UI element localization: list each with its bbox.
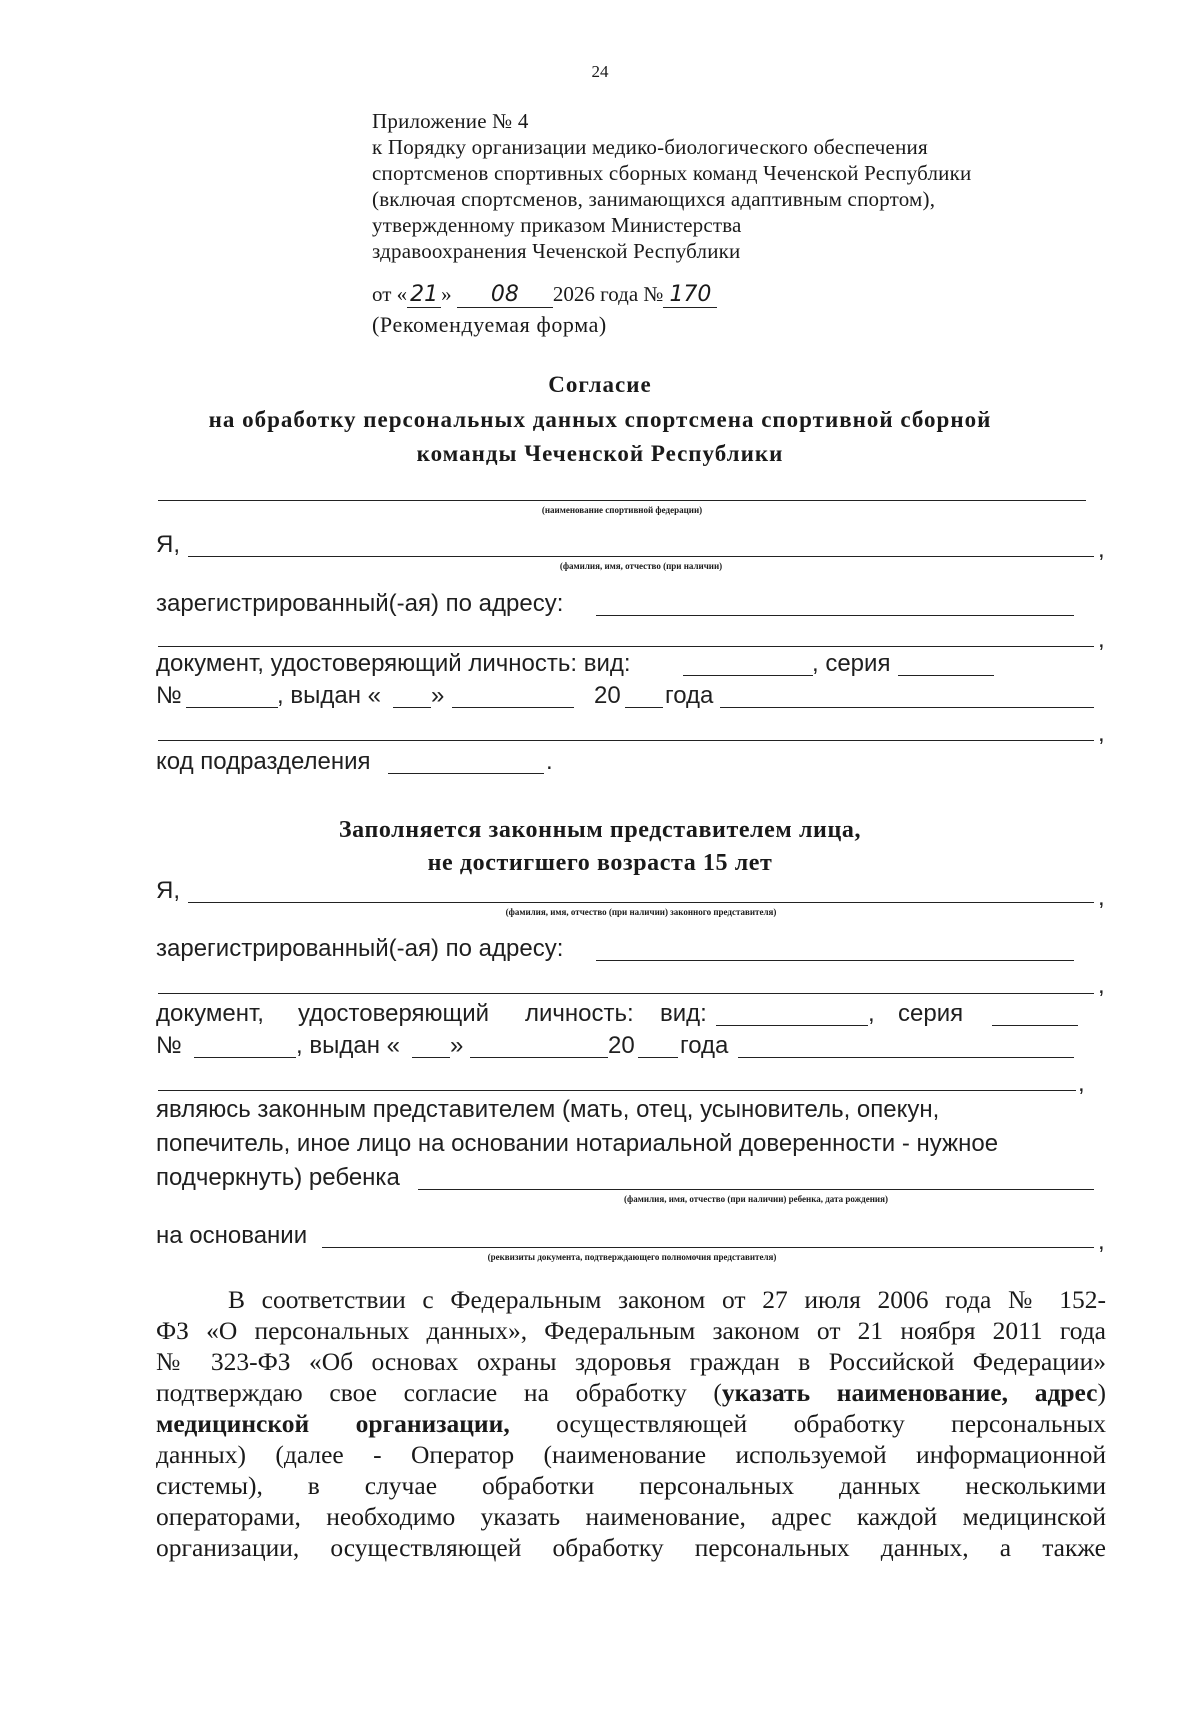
issued-close: »: [450, 1032, 464, 1059]
basis-label: на основании: [156, 1222, 308, 1249]
comma: ,: [1098, 1228, 1105, 1255]
year-word: года: [680, 1032, 729, 1059]
paragraph-bold-text: медицинской организации,: [156, 1409, 510, 1438]
paragraph-line: организации, осуществляющей обработку персональных данных, а также: [156, 1533, 1106, 1562]
rep-fio-caption: (фамилия, имя, отчество (при наличии) законного представителя): [505, 907, 777, 917]
basis-field[interactable]: [322, 1247, 1094, 1248]
year-prefix: 20: [594, 682, 621, 709]
federation-caption: (наименование спортивной федерации): [541, 505, 703, 515]
comma: ,: [1098, 972, 1105, 999]
handwritten-order-number: 170: [663, 282, 717, 308]
document-title-line2: на обработку персональных данных спортсмена спортивной сборной: [208, 407, 992, 432]
issued-label: , выдан «: [277, 682, 381, 709]
rep-issued-by-field[interactable]: [738, 1057, 1074, 1058]
issued-month-field[interactable]: [452, 707, 574, 708]
date-prefix: от «: [372, 282, 408, 306]
issued-year-field[interactable]: [625, 707, 663, 708]
paragraph-line: В соответствии с Федеральным законом от 27 июля 2006 года № 152-: [228, 1285, 1106, 1314]
address-field-continued[interactable]: [158, 646, 1094, 647]
rep-status-line: попечитель, иное лицо на основании нотариальной доверенности - нужное: [156, 1130, 999, 1157]
comma: ,: [1098, 536, 1105, 563]
handwritten-day: 21: [407, 282, 441, 308]
rep-doc-word: личность:: [525, 1000, 634, 1027]
paragraph-line: системы), в случае обработки персональных данных несколькими: [156, 1471, 1106, 1500]
issued-by-field[interactable]: [720, 707, 1094, 708]
date-year: 2026 года №: [552, 282, 664, 306]
rep-issued-year-field[interactable]: [638, 1057, 678, 1058]
series-field[interactable]: [898, 675, 994, 676]
paragraph-line: данных) (далее - Оператор (наименование используемой информационной: [156, 1440, 1106, 1469]
rep-doc-word: документ,: [156, 1000, 264, 1027]
registered-label: зарегистрированный(-ая) по адресу:: [156, 590, 564, 617]
fio-caption: (фамилия, имя, отчество (при наличии): [559, 561, 723, 571]
issued-day-field[interactable]: [393, 707, 431, 708]
issued-by-field-continued[interactable]: [158, 740, 1094, 741]
rep-issued-day-field[interactable]: [412, 1057, 450, 1058]
paragraph-text: осуществляющей обработку персональных: [509, 1409, 1107, 1438]
ya-label: Я,: [156, 877, 180, 904]
child-fio-caption: (фамилия, имя, отчество (при наличии) ребенка, дата рождения): [624, 1194, 888, 1204]
basis-caption: (реквизиты документа, подтверждающего полномочия представителя): [487, 1252, 777, 1262]
year-prefix: 20: [608, 1032, 635, 1059]
appendix-line: к Порядку организации медико-биологического обеспечения: [372, 135, 928, 159]
rep-doc-number-field[interactable]: [194, 1057, 296, 1058]
recommended-form-label: (Рекомендуемая форма): [372, 312, 607, 337]
division-code-field[interactable]: [388, 773, 544, 774]
rep-doc-word: вид:: [660, 1000, 707, 1027]
number-label: №: [156, 682, 182, 709]
page-number: 24: [591, 62, 609, 81]
rep-address-field-continued[interactable]: [158, 993, 1094, 994]
paragraph-text: подтверждаю свое согласие на обработку (: [156, 1378, 722, 1407]
appendix-line: утвержденному приказом Министерства: [372, 213, 742, 237]
rep-doc-word: удостоверяющий: [298, 1000, 490, 1027]
rep-status-line: являюсь законным представителем (мать, отец, усыновитель, опекун,: [156, 1096, 940, 1123]
paragraph-line: [156, 1408, 1106, 1439]
paragraph-line: операторами, необходимо указать наименование, адрес каждой медицинской: [156, 1502, 1106, 1531]
rep-issued-month-field[interactable]: [470, 1057, 608, 1058]
consent-paragraph: [156, 1284, 1106, 1563]
rep-series-label: серия: [898, 1000, 964, 1027]
comma: ,: [868, 1000, 875, 1027]
fio-field[interactable]: [188, 556, 1094, 557]
comma: ,: [1098, 884, 1105, 911]
doc-id-label: документ, удостоверяющий личность: вид:: [156, 650, 631, 677]
rep-doc-type-field[interactable]: [716, 1025, 868, 1026]
handwritten-month: 08: [457, 282, 553, 308]
doc-number-field[interactable]: [186, 707, 278, 708]
paragraph-bold-text: указать наименование, адрес: [721, 1378, 1098, 1407]
rep-series-field[interactable]: [992, 1025, 1078, 1026]
appendix-line: спортсменов спортивных сборных команд Чеченской Республики: [372, 161, 972, 185]
rep-heading: Заполняется законным представителем лица,: [338, 817, 862, 843]
comma: ,: [1078, 1070, 1085, 1097]
doc-type-field[interactable]: [683, 675, 813, 676]
paragraph-line: ФЗ «О персональных данных», Федеральным законом от 21 ноября 2011 года: [156, 1316, 1106, 1345]
appendix-line: Приложение № 4: [372, 109, 529, 133]
date-mid: »: [441, 282, 452, 306]
issued-close: »: [431, 682, 445, 709]
document-title-line3: команды Чеченской Республики: [416, 441, 784, 466]
appendix-line: (включая спортсменов, занимающихся адаптивным спортом),: [372, 187, 936, 211]
comma: ,: [1098, 720, 1105, 747]
rep-status-line: подчеркнуть) ребенка: [156, 1164, 400, 1191]
address-field[interactable]: [596, 615, 1074, 616]
dot: .: [546, 748, 553, 775]
document-title: Согласие: [548, 372, 652, 397]
rep-issued-by-field-continued[interactable]: [158, 1090, 1076, 1091]
year-word: года: [665, 682, 714, 709]
ya-label: Я,: [156, 531, 180, 558]
series-label: , серия: [812, 650, 891, 677]
rep-address-field[interactable]: [596, 960, 1074, 961]
child-fio-field[interactable]: [418, 1189, 1094, 1190]
paragraph-line: подтверждаю свое согласие на обработку (указать наименование, адрес): [156, 1378, 1106, 1407]
registered-label: зарегистрированный(-ая) по адресу:: [156, 935, 564, 962]
rep-heading-line2: не достигшего возраста 15 лет: [427, 850, 773, 876]
order-date-line: [372, 282, 717, 308]
rep-fio-field[interactable]: [188, 902, 1094, 903]
number-label: №: [156, 1032, 182, 1059]
paragraph-line: № 323-ФЗ «Об основах охраны здоровья граждан в Российской Федерации»: [156, 1347, 1106, 1376]
division-code-label: код подразделения: [156, 748, 371, 775]
issued-label: , выдан «: [296, 1032, 400, 1059]
appendix-line: здравоохранения Чеченской Республики: [372, 239, 741, 263]
comma: ,: [1098, 626, 1105, 653]
federation-field[interactable]: [158, 500, 1086, 501]
